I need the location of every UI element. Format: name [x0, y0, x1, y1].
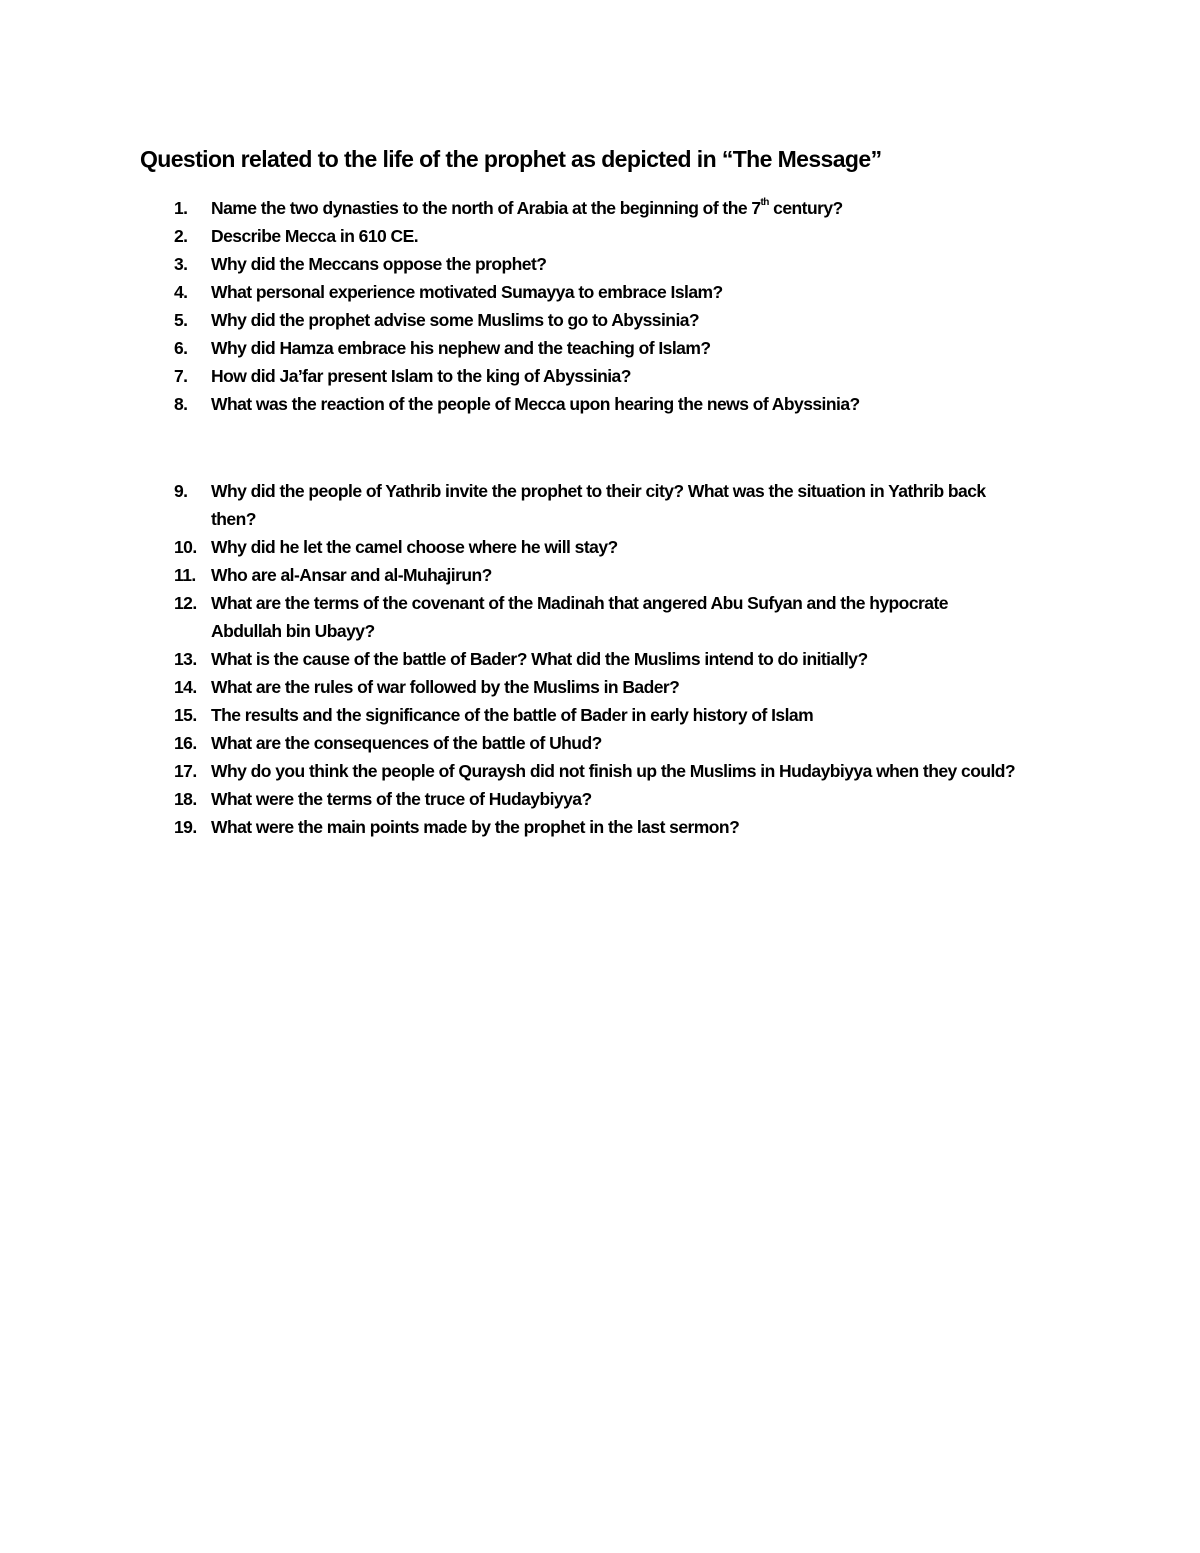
question-number: 5. [174, 310, 188, 330]
question-number: 12. [174, 593, 197, 613]
page-title: Question related to the life of the prophet as depicted in “The Message” [140, 146, 882, 172]
question-text: Why did he let the camel choose where he will stay? [211, 537, 618, 557]
list-item [0, 477, 1021, 533]
list-item [0, 533, 1021, 561]
list-item [0, 701, 1021, 729]
list-item [0, 729, 1021, 757]
question-number: 15. [174, 705, 197, 725]
list-item [0, 561, 1021, 589]
question-number: 6. [174, 338, 188, 358]
question-number: 11. [174, 565, 196, 585]
question-number: 17. [174, 761, 197, 781]
question-text: What personal experience motivated Sumayya to embrace Islam? [211, 282, 723, 302]
list-item [0, 757, 1021, 785]
question-number: 1. [174, 198, 188, 218]
question-number: 13. [174, 649, 197, 669]
question-number: 14. [174, 677, 197, 697]
list-item [0, 250, 1021, 278]
question-number: 16. [174, 733, 197, 753]
question-text: Why do you think the people of Quraysh did not finish up the Muslims in Hudaybiyya when they could? [211, 761, 1016, 781]
question-list-part-2 [0, 477, 1021, 841]
ordinal-superscript: th [760, 197, 769, 209]
question-text: What are the consequences of the battle of Uhud? [211, 733, 602, 753]
question-number: 9. [174, 481, 188, 501]
question-text: Describe Mecca in 610 CE. [211, 226, 419, 246]
list-item [0, 306, 1021, 334]
question-text: What is the cause of the battle of Bader? What did the Muslims intend to do initially? [211, 649, 868, 669]
question-list-part-1 [0, 194, 1021, 418]
question-text: Why did the Meccans oppose the prophet? [211, 254, 547, 274]
list-item [0, 278, 1021, 306]
question-number: 3. [174, 254, 188, 274]
question-number: 10. [174, 537, 197, 557]
question-text: What was the reaction of the people of Mecca upon hearing the news of Abyssinia? [211, 394, 860, 414]
question-text: Why did Hamza embrace his nephew and the teaching of Islam? [211, 338, 711, 358]
question-text: The results and the significance of the battle of Bader in early history of Islam [211, 705, 814, 725]
list-item [0, 589, 1021, 645]
question-text: What are the terms of the covenant of the Madinah that angered Abu Sufyan and the hypocrate Abdullah bin Ubayy? [211, 593, 948, 641]
question-text: What were the terms of the truce of Hudaybiyya? [211, 789, 592, 809]
question-number: 19. [174, 817, 197, 837]
question-number: 18. [174, 789, 197, 809]
question-text: Name the two dynasties to the north of Arabia at the beginning of the 7th century? [211, 197, 843, 218]
list-item [0, 645, 1021, 673]
list-item [0, 673, 1021, 701]
list-item [0, 362, 1021, 390]
question-text: Why did the prophet advise some Muslims to go to Abyssinia? [211, 310, 700, 330]
question-number: 4. [174, 282, 188, 302]
list-item [0, 813, 1021, 841]
question-text: How did Ja’far present Islam to the king of Abyssinia? [211, 366, 631, 386]
question-text: What are the rules of war followed by the Muslims in Bader? [211, 677, 680, 697]
question-number: 2. [174, 226, 188, 246]
question-text: Who are al-Ansar and al-Muhajirun? [211, 565, 492, 585]
list-item [0, 222, 1021, 250]
list-item [0, 390, 1021, 418]
question-text: Why did the people of Yathrib invite the prophet to their city? What was the situation in Yathrib back then? [211, 481, 986, 529]
question-number: 7. [174, 366, 188, 386]
list-item [0, 194, 1021, 222]
list-item [0, 334, 1021, 362]
question-number: 8. [174, 394, 188, 414]
list-item [0, 785, 1021, 813]
question-text: What were the main points made by the prophet in the last sermon? [211, 817, 740, 837]
